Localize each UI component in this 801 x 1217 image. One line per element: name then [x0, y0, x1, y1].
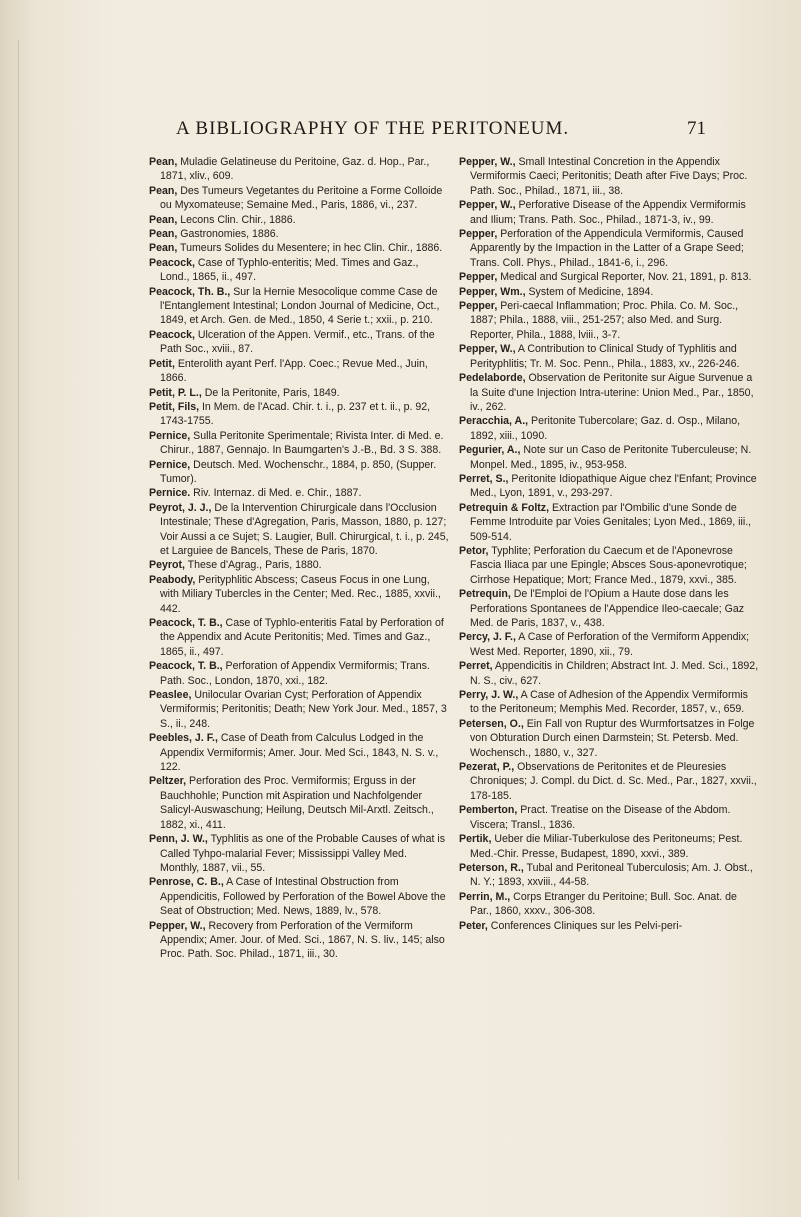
bibliography-entry — [149, 386, 449, 400]
entry-author: Peacock, T. B., — [149, 660, 223, 673]
entry-author: Peaslee, — [149, 689, 192, 702]
entry-citation: Extraction par l'Ombilic d'une Sonde de Femme Introduite par Voies Genitales; Lyon Med., 1869, iii., 509-514. — [470, 501, 752, 543]
entry-author: Peacock, — [149, 328, 195, 341]
entry-citation: Des Tumeurs Vegetantes du Peritoine a Forme Colloide ou Myxomateuse; Semaine Med., Paris, 1886, vi., 237. — [160, 184, 443, 212]
entry-author: Peacock, T. B., — [149, 617, 223, 629]
entry-author: Peterson, R., — [459, 861, 524, 874]
entry-author: Peltzer, — [149, 775, 187, 788]
bibliography-entry — [149, 486, 449, 500]
right-column — [459, 155, 759, 933]
entry-citation: Note sur un Caso de Peritonite Tuberculeuse; N. Monpel. Med., 1895, iv., 953-958. — [470, 444, 752, 471]
bibliography-entry — [149, 184, 449, 213]
entry-author: Pernice, — [149, 429, 191, 442]
entry-citation: Sulla Peritonite Sperimentale; Rivista Inter. di Med. e. Chirur., 1887, Gennajo. In Baumgarten's J.-B., Bd. 3 S. 388. — [160, 429, 444, 457]
entry-citation: Enterolith ayant Perf. l'App. Coec.; Revue Med., Juin, 1866. — [160, 357, 428, 385]
entry-author: Pernice, — [149, 458, 191, 471]
entry-citation: Perforation des Proc. Vermiformis; Erguss in der Bauchhohle; Punction mit Aspiration und Nachfolgender Salicyl-Auswaschung; Heilung, Deutsch Mil-Arxtl. Zeitsch., 1882, xi., 411. — [160, 775, 434, 831]
entry-author: Percy, J. F., — [459, 631, 516, 644]
entry-author: Pean, — [149, 184, 178, 197]
entry-author: Perret, S., — [459, 472, 509, 485]
bibliography-entry — [149, 919, 449, 962]
entry-citation: Riv. Internaz. di Med. e. Chir., 1887. — [190, 487, 362, 500]
entry-citation: De la Peritonite, Paris, 1849. — [201, 386, 340, 399]
entry-citation: Small Intestinal Concretion in the Appendix Vermiformis Caeci; Peritonitis; Death after Five Days; Proc. Path. Soc., Philad., 1871, iii., 38. — [470, 156, 748, 197]
bibliography-entry — [459, 342, 759, 371]
entry-author: Pean, — [149, 213, 178, 226]
entry-author: Pean, — [149, 242, 178, 255]
bibliography-entry — [149, 731, 449, 774]
entry-author: Peter, — [459, 919, 488, 932]
bibliography-entry — [149, 328, 449, 357]
bibliography-entry — [149, 558, 449, 572]
entry-author: Petersen, O., — [459, 717, 524, 730]
entry-citation: A Case of Perforation of the Vermiform Appendix; West Med. Reporter, 1890, xii., 79. — [470, 631, 750, 658]
entry-citation: A Case of Adhesion of the Appendix Vermiformis to the Peritoneum; Memphis Med. Recorder, 1857, v., 659. — [470, 689, 748, 716]
entry-citation: Conferences Cliniques sur les Pelvi-peri- — [487, 919, 683, 932]
entry-author: Penn, J. W., — [149, 833, 208, 846]
entry-citation: Recovery from Perforation of the Vermiform Appendix; Amer. Jour. of Med. Sci., 1867, N. S. liv., 145; also Proc. Path. Soc. Philad., 1871, iii., 30. — [160, 919, 445, 961]
entry-author: Peebles, J. F., — [149, 732, 218, 745]
entry-citation: Unilocular Ovarian Cyst; Perforation of Appendix Vermiformis; Peritonitis; Death; New York Jour. Med., 1857, 3 S., ii., 248. — [160, 689, 447, 730]
entry-author: Pepper, W., — [149, 919, 206, 932]
entry-citation: Deutsch. Med. Wochenschr., 1884, p. 850, (Supper. Tumor). — [160, 458, 437, 485]
entry-citation: Pract. Treatise on the Disease of the Abdom. Viscera; Transl., 1836. — [470, 804, 731, 831]
entry-citation: Appendicitis in Children; Abstract Int. J. Med. Sci., 1892, N. S., civ., 627. — [470, 660, 759, 687]
entry-author: Perret, — [459, 660, 493, 673]
bibliography-entry — [459, 371, 759, 414]
entry-author: Perrin, M., — [459, 890, 511, 903]
bibliography-entry — [149, 458, 449, 487]
entry-citation: Peritonite Tubercolare; Gaz. d. Osp., Milano, 1892, xiii., 1090. — [470, 415, 741, 442]
entry-author: Pepper, W., — [459, 156, 516, 168]
bibliography-entry — [459, 587, 759, 630]
bibliography-entry — [149, 256, 449, 285]
bibliography-entry — [459, 501, 759, 544]
bibliography-entry — [459, 803, 759, 832]
bibliography-entry — [459, 443, 759, 472]
bibliography-entry — [149, 155, 449, 184]
entry-citation: Observations de Peritonites et de Pleuresies Chroniques; J. Compl. du Dict. d. Sc. Med., Par., 1827, xxvii., 178-185. — [470, 761, 757, 802]
entry-author: Pernice. — [149, 487, 191, 500]
entry-author: Peabody, — [149, 573, 196, 586]
bibliography-entry — [459, 299, 759, 342]
entry-citation: Perityphlitic Abscess; Caseus Focus in one Lung, with Miliary Tubercles in the Center; Med. Rec., 1885, xxvii., 442. — [160, 573, 441, 615]
entry-citation: Corps Etranger du Peritoine; Bull. Soc. Anat. de Par., 1860, xxxv., 306-308. — [470, 890, 737, 918]
entry-citation: Tubal and Peritoneal Tuberculosis; Am. J. Obst., N. Y.; 1893, xxviii., 44-58. — [470, 861, 753, 889]
page-gutter — [18, 40, 19, 1180]
entry-author: Penrose, C. B., — [149, 876, 224, 889]
entry-author: Petit, — [149, 357, 175, 370]
bibliography-entry — [149, 832, 449, 875]
entry-author: Peacock, Th. B., — [149, 285, 231, 298]
entry-author: Pemberton, — [459, 804, 518, 817]
bibliography-entry — [459, 760, 759, 803]
entry-author: Pean, — [149, 228, 178, 241]
entry-citation: A Contribution to Clinical Study of Typhlitis and Perityphlitis; Tr. M. Soc. Penn., Phila., 1883, xv., 226-246. — [470, 343, 740, 370]
bibliography-entry — [149, 429, 449, 458]
entry-author: Pepper, — [459, 271, 498, 284]
entry-citation: Lecons Clin. Chir., 1886. — [177, 213, 296, 226]
bibliography-entry — [149, 875, 449, 918]
entry-author: Pepper, W., — [459, 343, 516, 356]
bibliography-entry — [459, 919, 759, 933]
entry-citation: De l'Emploi de l'Opium a Haute dose dans les Perforations Spontanees de l'Appendice Ileo-caecale; Gaz Med. de Paris, 1837, v., 438. — [470, 588, 745, 629]
bibliography-entry — [459, 227, 759, 270]
entry-citation: De la Intervention Chirurgicale dans l'Occlusion Intestinale; These d'Agregation, Paris, Masson, 1880, p. 127; Voir Aussi a ce Sujet; S. Laugier, Bull. Chirurgical, t. i., p. 245, et Larguiee de Bancels, These de Paris, 1870. — [160, 501, 449, 557]
bibliography-entry — [459, 890, 759, 919]
bibliography-entry — [459, 270, 759, 284]
bibliography-entry — [459, 544, 759, 587]
entry-citation: Peritonite Idiopathique Aigue chez l'Enfant; Province Med., Lyon, 1891, v., 293-297. — [470, 472, 757, 500]
bibliography-entry — [459, 285, 759, 299]
bibliography-entry — [459, 659, 759, 688]
entry-citation: Ueber die Miliar-Tuberkulose des Peritoneums; Pest. Med.-Chir. Presse, Budapest, 1890, xxvi., 389. — [470, 833, 743, 860]
entry-author: Pegurier, A., — [459, 444, 521, 457]
entry-citation: Perforative Disease of the Appendix Vermiformis and Ilium; Trans. Path. Soc., Philad., 1871-3, iv., 99. — [470, 199, 746, 226]
entry-citation: Case of Typhlo-enteritis; Med. Times and Gaz., Lond., 1865, ii., 497. — [160, 256, 419, 284]
entry-citation: In Mem. de l'Acad. Chir. t. i., p. 237 et t. ii., p. 92, 1743-1755. — [160, 400, 431, 428]
bibliography-entry — [149, 688, 449, 731]
entry-citation: Case of Typhlo-enteritis Fatal by Perforation of the Appendix and Acute Peritonitis; Med. Times and Gaz., 1865, ii., 497. — [160, 617, 444, 658]
entry-citation: System of Medicine, 1894. — [525, 285, 654, 298]
entry-author: Peyrot, — [149, 559, 185, 572]
entry-author: Pepper, — [459, 300, 498, 313]
bibliography-entry — [459, 630, 759, 659]
bibliography-entry — [459, 198, 759, 227]
entry-author: Pepper, Wm., — [459, 285, 526, 298]
bibliography-entry — [149, 285, 449, 328]
running-head — [0, 118, 801, 144]
entry-author: Pertik, — [459, 833, 492, 846]
entry-citation: Medical and Surgical Reporter, Nov. 21, 1891, p. 813. — [497, 271, 752, 284]
bibliography-entry — [459, 832, 759, 861]
entry-citation: Typhlitis as one of the Probable Causes of what is Called Tyhpo-malarial Fever; Mississippi Valley Med. Monthly, 1887, vii., 55. — [160, 833, 445, 874]
bibliography-entry — [459, 717, 759, 760]
entry-citation: A Case of Intestinal Obstruction from Appendicitis, Followed by Perforation of the Bowel Above the Seat of Obstruction; Med. News, 1889, lv., 578. — [160, 876, 446, 918]
entry-author: Peacock, — [149, 256, 195, 269]
bibliography-entry — [149, 616, 449, 659]
entry-author: Petit, P. L., — [149, 386, 202, 399]
entry-author: Pean, — [149, 156, 178, 168]
entry-author: Perry, J. W., — [459, 689, 519, 702]
bibliography-entry — [149, 213, 449, 227]
entry-citation: Ulceration of the Appen. Vermif., etc., Trans. of the Path Soc., xviii., 87. — [160, 328, 435, 356]
bibliography-entry — [459, 414, 759, 443]
entry-author: Pepper, — [459, 228, 498, 241]
bibliography-entry — [459, 861, 759, 890]
bibliography-entry — [149, 501, 449, 559]
entry-author: Pedelaborde, — [459, 372, 526, 385]
bibliography-entry — [149, 573, 449, 616]
entry-citation: Ein Fall von Ruptur des Wurmfortsatzes in Folge von Obturation Durch einen Darmstein; St. Petersb. Med. Wochensch., 1880, v., 327. — [470, 717, 755, 759]
entry-citation: Case of Death from Calculus Lodged in the Appendix Vermiformis; Amer. Jour. Med Sci., 1843, N. S. v., 122. — [160, 732, 439, 774]
bibliography-entry — [149, 400, 449, 429]
bibliography-entry — [149, 357, 449, 386]
bibliography-entry — [149, 659, 449, 688]
entry-citation: Perforation of the Appendicula Vermiformis, Caused Apparently by the Impaction in the Latter of a Grape Seed; Trans. Coll. Phys., Philad., 1841-6, i., 296. — [470, 228, 744, 269]
left-column — [149, 155, 449, 962]
bibliography-entry — [459, 688, 759, 717]
entry-citation: Typhlite; Perforation du Caecum et de l'Aponevrose Fascia Iliaca par une Epingle; Absces Sous-aponevrotique; Cirrhose Hepatique; Mort; France Med., 1879, xxvi., 385. — [470, 544, 747, 586]
entry-author: Pezerat, P., — [459, 761, 515, 774]
page-number: 71 — [687, 118, 706, 139]
entry-author: Pepper, W., — [459, 199, 516, 212]
bibliography-entry — [459, 155, 759, 198]
entry-author: Petit, Fils, — [149, 400, 200, 413]
entry-citation: Gastronomies, 1886. — [177, 228, 279, 241]
entry-citation: Peri-caecal Inflammation; Proc. Phila. Co. M. Soc., 1887; Phila., 1888, viii., 251-257; also Med. and Surg. Reporter, Phila., 1888, lviii., 3-7. — [470, 300, 739, 341]
bibliography-entry — [149, 241, 449, 255]
page-title: A BIBLIOGRAPHY OF THE PERITONEUM. — [176, 118, 570, 139]
entry-citation: Perforation of Appendix Vermiformis; Trans. Path. Soc., London, 1870, xxi., 182. — [160, 660, 430, 687]
entry-author: Petrequin & Foltz, — [459, 501, 550, 514]
entry-citation: Muladie Gelatineuse du Peritoine, Gaz. d. Hop., Par., 1871, xliv., 609. — [160, 156, 430, 183]
entry-citation: Sur la Hernie Mesocolique comme Case de l'Entanglement Intestinal; London Journal of Medicine, Oct., 1849, et Arch. Gen. de Med., 1850, 4 Serie t.; xxii., p. 210. — [160, 285, 440, 327]
entry-citation: These d'Agrag., Paris, 1880. — [184, 559, 322, 572]
entry-author: Peyrot, J. J., — [149, 501, 212, 514]
entry-author: Petor, — [459, 544, 489, 557]
bibliography-entry — [459, 472, 759, 501]
entry-citation: Tumeurs Solides du Mesentere; in hec Clin. Chir., 1886. — [177, 242, 443, 255]
entry-author: Petrequin, — [459, 588, 511, 601]
bibliography-entry — [149, 774, 449, 832]
bibliography-entry — [149, 227, 449, 241]
entry-citation: Observation de Peritonite sur Aigue Survenue a la Suite d'une Injection Intra-uterine: Union Med., Par., 1850, iv., 262. — [470, 372, 754, 413]
entry-author: Peracchia, A., — [459, 415, 529, 428]
